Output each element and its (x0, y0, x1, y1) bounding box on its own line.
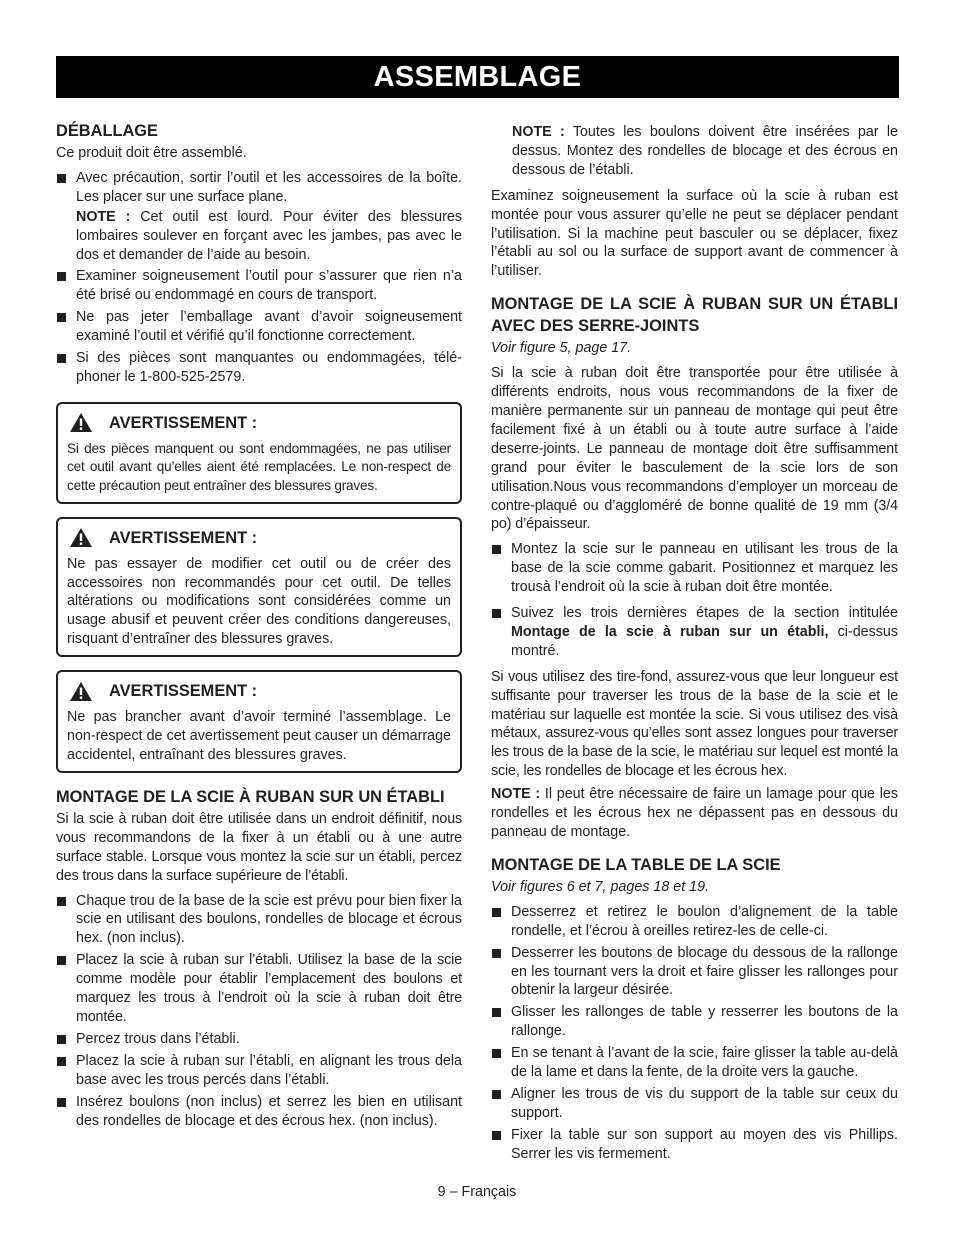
bolt-note (491, 123, 898, 180)
deballage-list (56, 169, 462, 387)
list-item: Placez la scie à ruban sur l’établi. Utilisez la base de la scie comme modèle pour établir l’emplacement des boulons et marquez les trous à l’endroit où la scie à ruban doit être montée. (56, 951, 462, 1027)
table-list (491, 903, 898, 1164)
warning-header (69, 527, 451, 549)
warning-title: AVERTISSEMENT : (109, 528, 258, 547)
list-item: En se tenant à l’avant de la scie, faire glisser la table au-delà de la lame et dans la fente, de la droite vers la gauche. (491, 1044, 898, 1082)
warning-header (69, 680, 451, 702)
warning-triangle-icon (69, 527, 93, 548)
serre-joints-heading: MONTAGE DE LA SCIE À RUBAN SUR UN ÉTABLI AVEC DES SERRE-JOINTS (491, 295, 898, 336)
list-item: Desserrez et retirez le boulon d’alignement de la table rondelle, et l’écrou à oreilles retirez-les de celle-ci. (491, 903, 898, 941)
list-item: Ne pas jeter l’emballage avant d’avoir soigneusement examiné l’outil et vérifié qu’il fonctionne correctement. (56, 308, 462, 346)
serre-joints-intro: Si la scie à ruban doit être transportée pour être utilisée à différents endroits, nous vous recommandons de la fixer de manière permanente sur un panneau de montage qui peut être facilement fixé à un établi ou à toute autre surface à l’aide deserre-joints. Le panneau de montage doit être suffisamment grand pour éviter le basculement de la scie lors de son utilisation.Nous vous recommandons d’employer un morceau de contre-plaqué ou d’aggloméré de bonne qualité de 19 mm (3/4 po) d’épaisseur. (491, 365, 898, 533)
list-item: Glisser les rallonges de table y resserrer les boutons de la rallonge. (491, 1003, 898, 1041)
list-item: Insérez boulons (non inclus) et serrez les bien en utilisant des rondelles de blocage et des écrous hex. (non inclus). (56, 1093, 462, 1131)
note-text: Cet outil est lourd. Pour éviter des blessures lombaires soulever en forçant avec les jambes, pas avec le dos et demander de l’aide au besoin. (76, 208, 462, 263)
warning-box (56, 517, 462, 658)
list-item: Examiner soigneusement l’outil pour s’assurer que rien n’a été brisé ou endommagé en cours de transport. (56, 267, 462, 305)
list-item (56, 169, 462, 265)
serre-joints-list (491, 540, 898, 660)
note-label: NOTE : (76, 208, 131, 225)
warning-text: Si des pièces manquent ou sont endommagées, ne pas utiliser cet outil avant qu’elles aient été remplacées. Le non-respect de cette précaution peut entraîner des blessures graves. (67, 440, 451, 494)
note-label: NOTE : (512, 124, 565, 140)
list-item: Montez la scie sur le panneau en utilisant les trous de la base de la scie comme gabarit. Positionnez et marquez les trousà l’endroit où la scie à ruban doit être montée. (491, 540, 898, 597)
list-item: Aligner les trous de vis du support de la table sur ceux du support. (491, 1085, 898, 1123)
warning-title: AVERTISSEMENT : (109, 413, 258, 432)
warning-triangle-icon (69, 681, 93, 702)
right-column (491, 123, 898, 1167)
warning-box (56, 670, 462, 773)
section-banner: ASSEMBLAGE (56, 56, 899, 98)
tire-fond-paragraph: Si vous utilisez des tire-fond, assurez-vous que leur longueur est suffisante pour traverser les trous de la base de la scie et le matériau sur laquelle est montée la scie. Si vous utilisez des visà métaux, assurez-vous qu’elles sont assez longues pour traverser les trous de la base de la scie, le matériau sur lequel est monté la scie, les rondelles de blocage et les écrous hex. (491, 668, 898, 780)
warning-text: Ne pas brancher avant d’avoir terminé l’assemblage. Le non-respect de cet avertissement peut causer un démarrage accidentel, entraînant des blessures graves. (67, 709, 451, 763)
deballage-note (76, 208, 462, 265)
list-item: Desserrer les boutons de blocage du dessous de la rallonge en les tournant vers la droit et faire glisser les rallonges pour obtenir la largeur désirée. (491, 944, 898, 1001)
list-item: Fixer la table sur son support au moyen des vis Phillips. Serrer les vis fermement. (491, 1126, 898, 1164)
lamage-note (491, 785, 898, 842)
warning-triangle-icon (69, 412, 93, 433)
list-item-text: ci-dessus montré. (511, 623, 898, 659)
warning-header (69, 412, 451, 434)
warning-title: AVERTISSEMENT : (109, 682, 258, 701)
list-item: Placez la scie à ruban sur l’établi, en alignant les trous dela base avec les trous percés dans l’établi. (56, 1052, 462, 1090)
deballage-heading: DÉBALLAGE (56, 122, 158, 140)
list-item-text: Avec précaution, sortir l’outil et les accessoires de la boîte. Les placer sur une surface plane. (76, 169, 462, 205)
montage-etabli-intro: Si la scie à ruban doit être utilisée dans un endroit définitif, nous vous recommandons de la fixer à un établi ou à une autre surface stable. Lorsque vous montez la scie sur un établi, percez des trous dans la surface supérieure de l’établi. (56, 810, 462, 884)
note-text: Il peut être nécessaire de faire un lamage pour que les rondelles et les écrous hex ne dépassent pas en dessous du panneau de montage. (491, 786, 898, 840)
page-footer: 9 – Français (437, 1184, 517, 1200)
list-item-text: Suivez les trois dernières étapes de la section intitulée (511, 605, 898, 622)
section-reference: Montage de la scie à ruban sur un établi, (511, 623, 829, 640)
warning-box (56, 402, 462, 504)
surface-paragraph: Examinez soigneusement la surface où la scie à ruban est montée pour vous assurer qu’elle ne peut se déplacer pendant l’utilisation. Si la machine peut basculer ou se déplacer, fixez l’établi au sol ou la surface de support avant de commencer à l’utiliser. (491, 187, 898, 280)
list-item: Si des pièces sont manquantes ou endommagées, téléphoner le 1-800-525-2579. (56, 349, 462, 387)
list-item: Chaque trou de la base de la scie est prévu pour bien fixer la scie en utilisant des boulons, rondelles de blocage et écrous hex. (non inclus). (56, 892, 462, 949)
figure-reference: Voir figure 5, page 17. (491, 340, 632, 357)
warning-text: Ne pas essayer de modifier cet outil ou de créer des accessoires non recommandés pour cet outil. De telles altérations ou modifications sont considérées comme un usage abusif et peuvent créer des conditions dangereuses, risquant d’entraîner des blessures graves. (67, 555, 451, 648)
list-item: Percez trous dans l’établi. (56, 1030, 462, 1049)
note-label: NOTE : (491, 786, 541, 803)
left-column (56, 120, 462, 1133)
montage-etabli-heading: MONTAGE DE LA SCIE À RUBAN SUR UN ÉTABLI (56, 787, 445, 806)
montage-etabli-list (56, 892, 462, 1131)
list-item (491, 604, 898, 661)
note-text: Toutes les boulons doivent être insérées par le dessus. Montez des rondelles de blocage et des écrous en dessous de l’établi. (512, 124, 898, 178)
table-heading: MONTAGE DE LA TABLE DE LA SCIE (491, 855, 781, 874)
figure-reference: Voir figures 6 et 7, pages 18 et 19. (491, 878, 710, 895)
deballage-intro: Ce produit doit être assemblé. (56, 145, 247, 161)
